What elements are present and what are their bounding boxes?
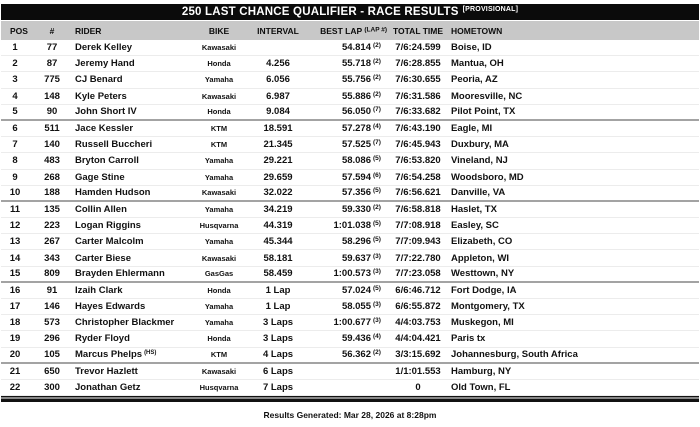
cell-bike: Kawasaki [201, 188, 237, 198]
cell-best-lap [311, 349, 389, 360]
cell-hometown: Elizabeth, CO [451, 236, 513, 248]
cell-bike: Husqvarna [199, 383, 239, 393]
cell-hometown: Eagle, MI [451, 123, 493, 135]
cell-best-lap [311, 253, 389, 264]
cell-best-lap [311, 333, 389, 344]
table-row [1, 202, 699, 218]
cell-hometown: Paris tx [451, 333, 486, 345]
cell-pos: 21 [9, 365, 21, 377]
cell-total-time: 7/6:43.190 [395, 123, 441, 135]
cell-hometown: Woodsboro, MD [451, 171, 524, 183]
cell-total-time: 7/6:56.621 [395, 187, 441, 199]
best-lap-number: (5) [373, 284, 381, 292]
rider-name-text: Logan Riggins [75, 220, 141, 232]
cell-hometown: Mantua, OH [451, 58, 504, 70]
best-lap-time: 56.050 [341, 106, 371, 118]
cell-total-time: 7/7:22.780 [395, 252, 441, 264]
cell-pos: 10 [9, 187, 21, 199]
cell-total-time: 7/6:24.599 [395, 42, 441, 54]
cell-best-lap [311, 155, 389, 166]
cell-rider-number: 105 [44, 349, 60, 361]
cell-hometown: Mooresville, NC [451, 90, 523, 102]
best-lap-time: 54.814 [341, 42, 371, 54]
best-lap-number: (7) [373, 106, 381, 114]
cell-hometown: Easley, SC [451, 220, 499, 232]
cell-best-lap [311, 220, 389, 231]
cell-bike: KTM [210, 124, 228, 134]
table-row [1, 170, 699, 186]
cell-hometown: Duxbury, MA [451, 139, 509, 151]
cell-hometown: Vineland, NJ [451, 155, 508, 167]
table-row [1, 56, 699, 72]
cell-rider-number: 650 [44, 365, 60, 377]
cell-total-time: 6/6:46.712 [395, 284, 441, 296]
cell-bike: Honda [207, 59, 231, 69]
cell-interval: 58.181 [263, 252, 293, 264]
cell-rider-name [67, 106, 193, 117]
cell-total-time: 7/6:30.655 [395, 74, 441, 86]
cell-rider-name [67, 204, 193, 215]
rider-name-text: CJ Benard [75, 74, 123, 86]
rider-name-text: Ryder Floyd [75, 333, 130, 345]
rider-name-text: Jace Kessler [75, 123, 134, 135]
rider-name-text: Brayden Ehlermann [75, 268, 165, 280]
cell-rider-name [67, 187, 193, 198]
table-row [1, 348, 699, 364]
best-lap-number: (5) [373, 187, 381, 195]
best-lap-time: 59.436 [341, 333, 371, 345]
cell-total-time: 4/4:04.421 [395, 333, 441, 345]
rider-name-text: Carter Biese [75, 252, 131, 264]
cell-rider-number: 573 [44, 317, 60, 329]
best-lap-time: 55.718 [341, 58, 371, 70]
rider-name-text: Izaih Clark [75, 284, 123, 296]
cell-interval: 44.319 [263, 220, 293, 232]
best-lap-number: (3) [373, 252, 381, 260]
cell-interval: 29.221 [263, 155, 293, 167]
cell-rider-name [67, 220, 193, 231]
cell-total-time: 7/7:09.943 [395, 236, 441, 248]
cell-pos: 13 [9, 236, 21, 248]
rider-name-text: Jeremy Hand [75, 58, 135, 70]
col-rider: RIDER [75, 25, 102, 36]
cell-interval: 6.987 [266, 90, 290, 102]
cell-pos: 2 [12, 58, 18, 70]
cell-total-time: 0 [415, 382, 421, 394]
table-row [1, 89, 699, 105]
best-lap-number: (2) [373, 74, 381, 82]
cell-rider-number: 87 [46, 58, 58, 70]
cell-interval: 4.256 [266, 58, 290, 70]
cell-hometown: Pilot Point, TX [451, 106, 516, 118]
col-best-lap-label: BEST LAP [320, 25, 362, 36]
best-lap-number: (6) [373, 171, 381, 179]
cell-bike: Kawasaki [201, 253, 237, 263]
cell-total-time: 1/1:01.553 [395, 365, 441, 377]
table-row [1, 186, 699, 202]
rider-name-text: Kyle Peters [75, 90, 127, 102]
cell-rider-name [67, 253, 193, 264]
best-lap-time: 57.525 [341, 139, 371, 151]
cell-interval: 21.345 [263, 139, 293, 151]
cell-best-lap [311, 123, 389, 134]
table-row [1, 364, 699, 380]
best-lap-time: 1:01.038 [333, 220, 371, 232]
cell-pos: 18 [9, 317, 21, 329]
best-lap-number: (2) [373, 203, 381, 211]
cell-bike: Kawasaki [201, 91, 237, 101]
cell-pos: 12 [9, 220, 21, 232]
results-generated-note: Results Generated: Mar 28, 2026 at 8:28pm [263, 410, 437, 421]
cell-bike: Honda [207, 107, 231, 117]
cell-total-time: 3/3:15.692 [395, 349, 441, 361]
cell-hometown: Johannesburg, South Africa [451, 349, 578, 361]
cell-rider-number: 483 [44, 155, 60, 167]
cell-rider-number: 135 [44, 203, 60, 215]
cell-pos: 8 [12, 155, 18, 167]
table-row [1, 218, 699, 234]
cell-total-time: 7/6:53.820 [395, 155, 441, 167]
cell-rider-name [67, 74, 193, 85]
cell-total-time: 7/7:08.918 [395, 220, 441, 232]
cell-pos: 17 [9, 301, 21, 313]
rider-name-text: Hayes Edwards [75, 301, 146, 313]
rider-name-text: Bryton Carroll [75, 155, 139, 167]
cell-rider-number: 300 [44, 382, 60, 394]
best-lap-number: (5) [373, 155, 381, 163]
cell-rider-name [67, 317, 193, 328]
rider-note-sup: (HS) [144, 350, 157, 357]
table-row [1, 331, 699, 347]
cell-pos: 19 [9, 333, 21, 345]
cell-rider-name [67, 366, 193, 377]
cell-rider-number: 77 [46, 42, 58, 54]
cell-bike: GasGas [204, 269, 234, 279]
cell-rider-name [67, 91, 193, 102]
cell-rider-number: 296 [44, 333, 60, 345]
cell-rider-number: 343 [44, 252, 60, 264]
rider-name-text: Russell Buccheri [75, 139, 153, 151]
table-row [1, 267, 699, 283]
table-row [1, 315, 699, 331]
rider-name-text: Carter Malcolm [75, 236, 144, 248]
col-number: # [49, 25, 55, 36]
rider-name-text: Gage Stine [75, 171, 125, 183]
col-interval: INTERVAL [257, 25, 299, 36]
best-lap-time: 1:00.677 [333, 317, 371, 329]
cell-interval: 32.022 [263, 187, 293, 199]
cell-rider-name [67, 382, 193, 393]
cell-interval: 29.659 [263, 171, 293, 183]
title-bar [1, 4, 699, 20]
table-row [1, 234, 699, 250]
rider-name-text: Trevor Hazlett [75, 365, 138, 377]
cell-hometown: Haslet, TX [451, 203, 497, 215]
cell-best-lap [311, 106, 389, 117]
table-row [1, 283, 699, 299]
col-bike: BIKE [208, 25, 230, 36]
rider-name-text: John Short IV [75, 106, 137, 118]
table-row [1, 40, 699, 56]
cell-interval: 7 Laps [262, 382, 294, 394]
cell-total-time: 6/6:55.872 [395, 301, 441, 313]
cell-bike: Kawasaki [201, 43, 237, 53]
best-lap-time: 55.886 [341, 90, 371, 102]
best-lap-number: (3) [373, 268, 381, 276]
cell-hometown: Peoria, AZ [451, 74, 498, 86]
cell-pos: 5 [12, 106, 18, 118]
cell-interval: 1 Lap [265, 301, 291, 313]
cell-bike: Yamaha [204, 302, 234, 312]
cell-best-lap [311, 74, 389, 85]
cell-rider-name [67, 42, 193, 53]
cell-bike: Honda [207, 285, 231, 295]
cell-rider-number: 267 [44, 236, 60, 248]
cell-hometown: Montgomery, TX [451, 301, 525, 313]
cell-rider-name [67, 155, 193, 166]
cell-rider-name [67, 268, 193, 279]
cell-pos: 6 [12, 123, 18, 135]
cell-best-lap [311, 236, 389, 247]
cell-hometown: Appleton, WI [451, 252, 510, 264]
rider-name-text: Collin Allen [75, 203, 127, 215]
cell-rider-number: 188 [44, 187, 60, 199]
cell-pos: 15 [9, 268, 21, 280]
cell-interval: 6 Laps [262, 365, 294, 377]
best-lap-number: (2) [373, 90, 381, 98]
cell-best-lap [311, 91, 389, 102]
cell-interval: 3 Laps [262, 317, 294, 329]
bottom-divider [1, 396, 699, 402]
table-row [1, 105, 699, 121]
col-pos: POS [10, 25, 28, 36]
cell-best-lap [311, 285, 389, 296]
best-lap-number: (5) [373, 220, 381, 228]
column-header-row [1, 21, 699, 40]
cell-bike: Yamaha [204, 172, 234, 182]
cell-hometown: Old Town, FL [451, 382, 511, 394]
cell-total-time: 7/6:28.855 [395, 58, 441, 70]
cell-bike: KTM [210, 140, 228, 150]
cell-best-lap [311, 172, 389, 183]
cell-rider-number: 268 [44, 171, 60, 183]
cell-best-lap [311, 317, 389, 328]
cell-rider-number: 140 [44, 139, 60, 151]
cell-interval: 1 Lap [265, 284, 291, 296]
best-lap-number: (2) [373, 58, 381, 66]
col-total-time: TOTAL TIME [392, 25, 444, 36]
rider-name-text: Marcus Phelps [75, 349, 143, 361]
cell-rider-name [67, 139, 193, 150]
cell-interval: 9.084 [266, 106, 290, 118]
best-lap-time: 58.086 [341, 155, 371, 167]
best-lap-number: (3) [373, 317, 381, 325]
cell-total-time: 7/7:23.058 [395, 268, 441, 280]
cell-best-lap [311, 42, 389, 53]
cell-bike: Yamaha [204, 156, 234, 166]
cell-interval: 18.591 [263, 123, 293, 135]
best-lap-number: (3) [373, 301, 381, 309]
cell-interval: 45.344 [263, 236, 293, 248]
cell-pos: 1 [12, 42, 18, 54]
col-hometown: HOMETOWN [451, 25, 503, 36]
cell-best-lap [311, 139, 389, 150]
best-lap-time: 56.362 [341, 349, 371, 361]
best-lap-number: (7) [373, 139, 381, 147]
cell-hometown: Danville, VA [451, 187, 506, 199]
cell-rider-name [67, 58, 193, 69]
cell-hometown: Fort Dodge, IA [451, 284, 517, 296]
best-lap-time: 55.756 [341, 74, 371, 86]
cell-total-time: 7/6:54.258 [395, 171, 441, 183]
cell-best-lap [311, 268, 389, 279]
cell-hometown: Hamburg, NY [451, 365, 512, 377]
cell-rider-name [67, 349, 193, 360]
cell-interval: 6.056 [266, 74, 290, 86]
best-lap-time: 57.024 [341, 284, 371, 296]
cell-interval: 3 Laps [262, 333, 294, 345]
best-lap-number: (5) [373, 236, 381, 244]
table-row [1, 153, 699, 169]
table-row [1, 72, 699, 88]
cell-bike: Husqvarna [199, 221, 239, 231]
cell-interval: 4 Laps [262, 349, 294, 361]
cell-pos: 11 [9, 203, 21, 215]
best-lap-time: 57.594 [341, 171, 371, 183]
cell-rider-name [67, 123, 193, 134]
rider-name-text: Hamden Hudson [75, 187, 151, 199]
best-lap-time: 57.278 [341, 123, 371, 135]
cell-pos: 7 [12, 139, 18, 151]
best-lap-time: 58.296 [341, 236, 371, 248]
cell-rider-number: 223 [44, 220, 60, 232]
table-row [1, 380, 699, 396]
cell-best-lap [311, 204, 389, 215]
best-lap-time: 59.330 [341, 203, 371, 215]
cell-total-time: 4/4:03.753 [395, 317, 441, 329]
cell-pos: 3 [12, 74, 18, 86]
cell-rider-name [67, 172, 193, 183]
table-row [1, 250, 699, 266]
cell-bike: Kawasaki [201, 366, 237, 376]
cell-pos: 4 [12, 90, 18, 102]
col-best-lap-sup: (LAP #) [364, 26, 387, 33]
best-lap-number: (2) [373, 42, 381, 50]
page-title: 250 LAST CHANCE QUALIFIER - RACE RESULTS [181, 6, 459, 18]
rider-name-text: Jonathan Getz [75, 382, 141, 394]
cell-best-lap [311, 187, 389, 198]
cell-total-time: 7/6:45.943 [395, 139, 441, 151]
cell-bike: Yamaha [204, 318, 234, 328]
rider-name-text: Christopher Blackmer [75, 317, 175, 329]
cell-rider-number: 511 [44, 123, 60, 135]
cell-rider-number: 91 [46, 284, 58, 296]
cell-rider-number: 809 [44, 268, 60, 280]
cell-hometown: Westtown, NY [451, 268, 515, 280]
best-lap-number: (4) [373, 333, 381, 341]
table-row [1, 121, 699, 137]
table-row [1, 299, 699, 315]
cell-bike: KTM [210, 350, 228, 360]
cell-rider-number: 90 [46, 106, 58, 118]
cell-bike: Yamaha [204, 75, 234, 85]
cell-rider-number: 148 [44, 90, 60, 102]
cell-hometown: Boise, ID [451, 42, 492, 54]
results-rows [1, 40, 699, 396]
cell-total-time: 7/6:33.682 [395, 106, 441, 118]
cell-bike: Yamaha [204, 204, 234, 214]
cell-pos: 20 [9, 349, 21, 361]
rider-name-text: Derek Kelley [75, 42, 133, 54]
best-lap-time: 58.055 [341, 301, 371, 313]
cell-interval: 58.459 [263, 268, 293, 280]
cell-bike: Yamaha [204, 237, 234, 247]
cell-pos: 22 [9, 382, 21, 394]
cell-rider-name [67, 285, 193, 296]
provisional-tag: [PROVISIONAL] [462, 5, 519, 13]
cell-pos: 16 [9, 284, 21, 296]
best-lap-number: (2) [373, 349, 381, 357]
best-lap-time: 57.356 [341, 187, 371, 199]
col-best-lap [311, 26, 389, 36]
cell-rider-number: 146 [44, 301, 60, 313]
cell-pos: 14 [9, 252, 21, 264]
cell-total-time: 7/6:58.818 [395, 203, 441, 215]
cell-total-time: 7/6:31.586 [395, 90, 441, 102]
cell-pos: 9 [12, 171, 18, 183]
best-lap-time: 59.637 [341, 252, 371, 264]
cell-hometown: Muskegon, MI [451, 317, 514, 329]
cell-rider-name [67, 333, 193, 344]
cell-rider-name [67, 301, 193, 312]
best-lap-time: 1:00.573 [333, 268, 371, 280]
best-lap-number: (4) [373, 123, 381, 131]
cell-bike: Honda [207, 334, 231, 344]
cell-rider-name [67, 236, 193, 247]
cell-interval: 34.219 [263, 203, 293, 215]
cell-rider-number: 775 [44, 74, 60, 86]
cell-best-lap [311, 58, 389, 69]
table-row [1, 137, 699, 153]
cell-best-lap [311, 301, 389, 312]
